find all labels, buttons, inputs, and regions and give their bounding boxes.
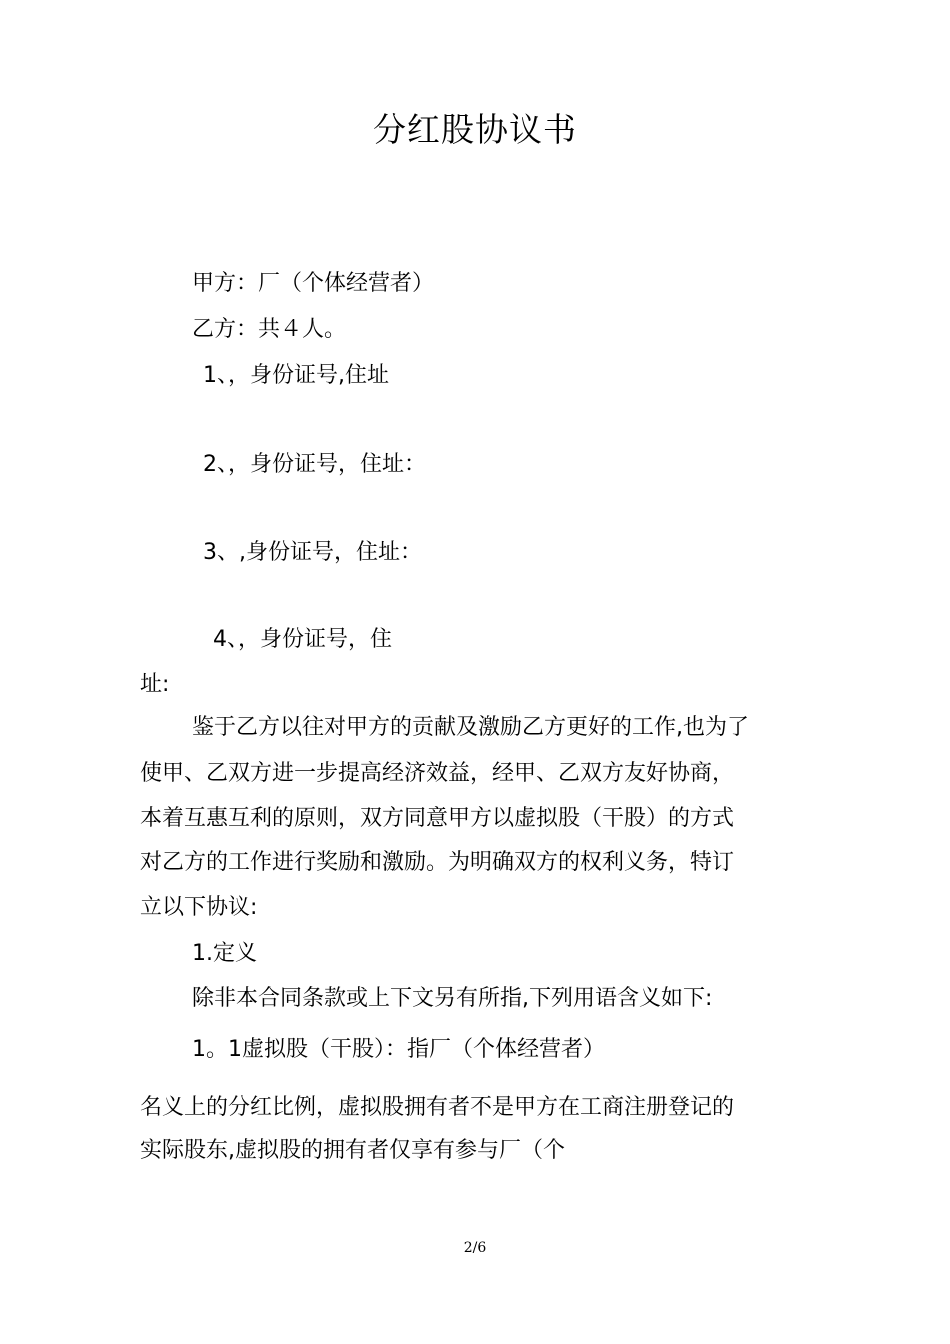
preamble-line-4: 对乙方的工作进行奖励和激励。为明确双方的权利义务，特订	[140, 850, 735, 875]
preamble-line-1: 鉴于乙方以往对甲方的贡献及激励乙方更好的工作,也为了	[192, 715, 749, 740]
definition-line-2: 名义上的分红比例，虚拟股拥有者不是甲方在工商注册登记的	[140, 1095, 735, 1120]
preamble-line-3: 本着互惠互利的原则，双方同意甲方以虚拟股（干股）的方式	[140, 806, 735, 831]
party-b-member-1: 1、，身份证号,住址	[203, 363, 389, 388]
party-b-member-4-continued: 址:	[140, 672, 170, 697]
definitions-intro: 除非本合同条款或上下文另有所指,下列用语含义如下:	[192, 986, 713, 1011]
preamble-line-2: 使甲、乙双方进一步提高经济效益，经甲、乙双方友好协商，	[140, 761, 735, 786]
section-heading-definitions: 1.定义	[192, 941, 257, 966]
party-b-member-2: 2、，身份证号，住址：	[203, 452, 426, 477]
preamble-line-5: 立以下协议:	[140, 895, 258, 920]
party-b-member-3: 3、,身份证号，住址：	[203, 540, 422, 565]
party-a-line: 甲方：厂（个体经营者）	[192, 271, 435, 296]
definition-line-3: 实际股东,虚拟股的拥有者仅享有参与厂（个	[140, 1138, 565, 1163]
document-title: 分红股协议书	[373, 110, 577, 149]
party-b-line: 乙方：共４人。	[192, 317, 347, 342]
definition-1-1: 1。1虚拟股（干股）：指厂（个体经营者）	[192, 1037, 605, 1062]
party-b-member-4: 4、，身份证号，住	[213, 627, 392, 652]
page-number: 2/6	[463, 1240, 487, 1256]
